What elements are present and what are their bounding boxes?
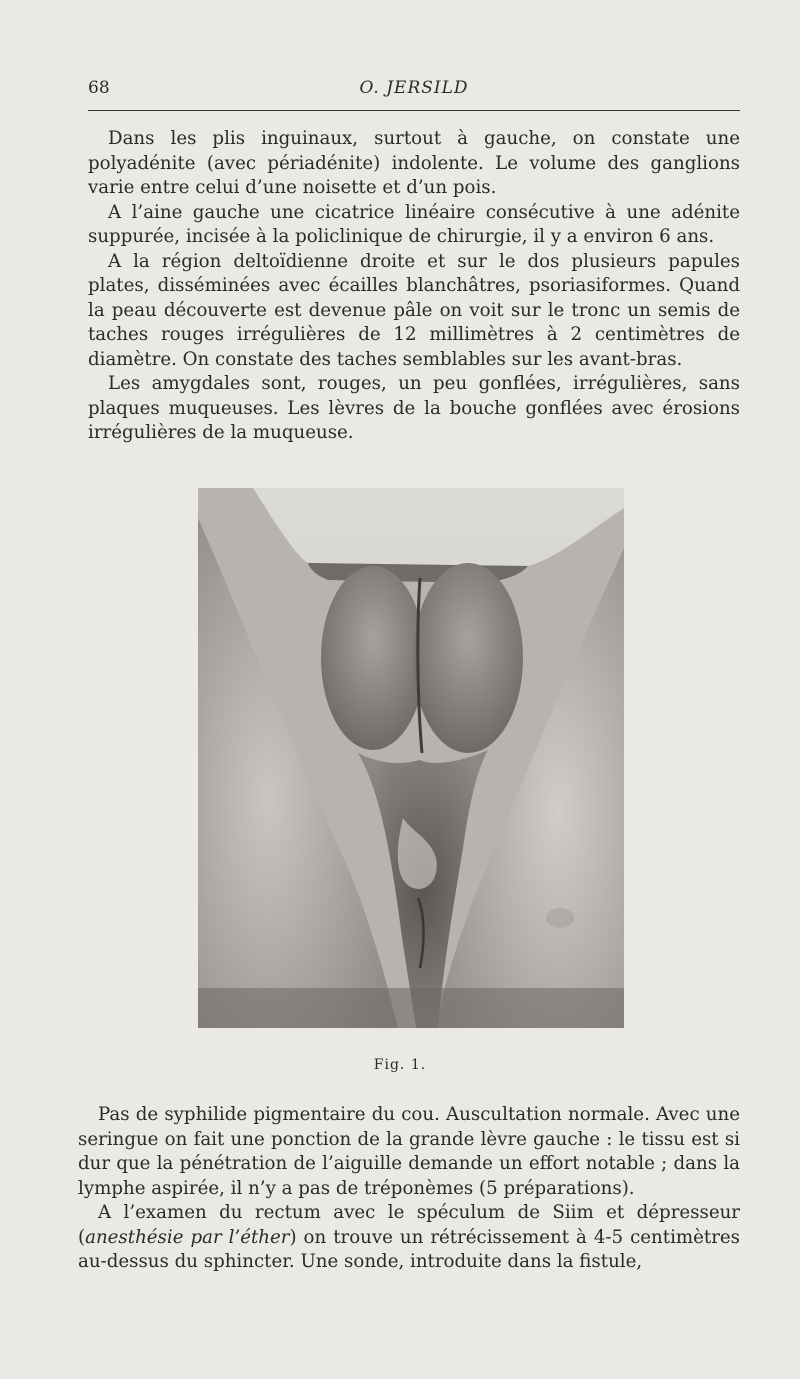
figure-caption: Fig. 1. [373, 1057, 427, 1073]
paragraph: A l’aine gauche une cicatrice linéaire consécutive à une adénite suppurée, incisée à la policlinique de chirurgie, il y a environ 6 ans. [88, 201, 740, 247]
page-header [88, 78, 740, 104]
italic-phrase: anesthésie par l’éther [85, 1226, 290, 1248]
paragraph-text: ) on trouve un rétrécissement à 4-5 centimètres au-dessus du sphincter. Une sonde, introduite dans la fistule, [78, 1226, 741, 1272]
paragraph: A la région deltoïdienne droite et sur le dos plusieurs papules plates, disséminées avec écailles blanchâtres, psoriasiformes. Quand la peau découverte est devenue pâle on voit sur le tronc un semis de taches rouges irrégulières de 12 millimètres à 2 centimètres de diamètre. On constate des taches semblables sur les avant-bras. [88, 250, 740, 370]
header-rule [88, 110, 740, 111]
paragraph: Pas de syphilide pigmentaire du cou. Auscultation normale. Avec une seringue on fait une ponction de la grande lèvre gauche : le tissu est si dur que la pénétration de l’aiguille demande un effort notable ; dans la lymphe aspirée, il n’y a pas de tréponèmes (5 préparations). [78, 1104, 740, 1199]
paragraph [78, 1201, 740, 1275]
body-text-top [88, 127, 740, 446]
photograph-illustration [198, 488, 624, 1028]
body-text-bottom [78, 1103, 740, 1275]
page-number: 68 [88, 78, 110, 98]
paragraph-text: A l’examen du rectum avec le spéculum de Siim et dépresseur ( [78, 1202, 740, 1248]
paragraph: Dans les plis inguinaux, surtout à gauche, on constate une polyadénite (avec périadénite) indolente. Le volume des ganglions varie entre celui d’une noisette et d’un pois. [88, 128, 740, 198]
running-title: O. JERSILD [359, 78, 469, 98]
paragraph: Les amygdales sont, rouges, un peu gonflées, irrégulières, sans plaques muqueuses. Les lèvres de la bouche gonflées avec érosions irrégulières de la muqueuse. [88, 373, 740, 443]
clinical-photograph [198, 488, 624, 1028]
